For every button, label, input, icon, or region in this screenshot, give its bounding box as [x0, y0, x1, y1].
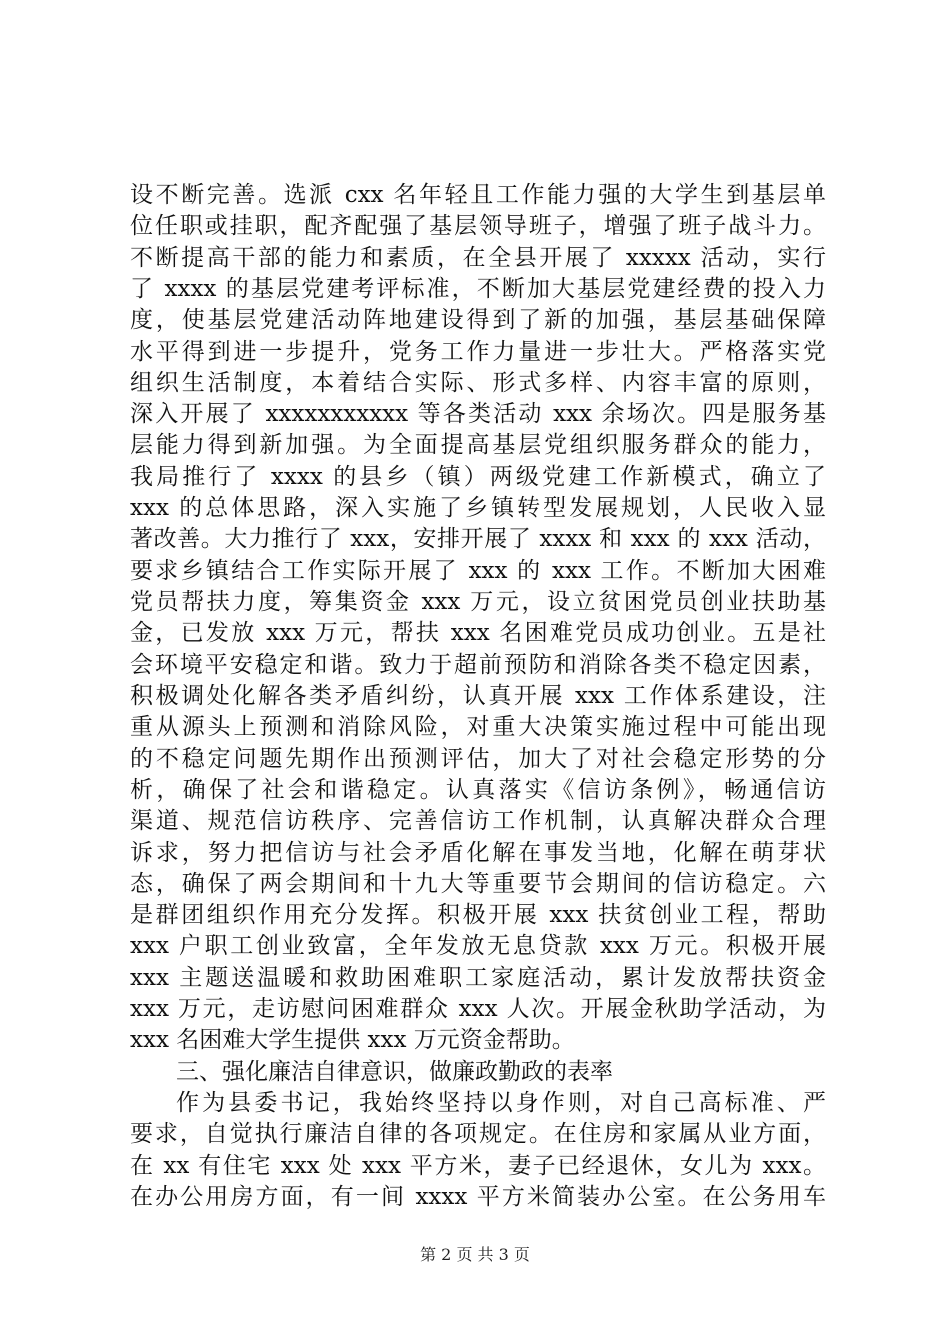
text-line: 不断提高干部的能力和素质，在全县开展了 xxxxx 活动，实行: [130, 245, 826, 271]
text-line: 的不稳定问题先期作出预测评估，加大了对社会稳定形势的分: [130, 746, 826, 772]
text-line: xxx 主题送温暖和救助困难职工家庭活动，累计发放帮扶资金: [130, 965, 826, 991]
text-line: 会环境平安稳定和谐。致力于超前预防和消除各类不稳定因素，: [130, 652, 826, 678]
text-line: 是群团组织作用充分发挥。积极开展 xxx 扶贫创业工程，帮助: [130, 902, 826, 928]
text-line: 渠道、规范信访秩序、完善信访工作机制，认真解决群众合理: [130, 808, 826, 834]
text-line: 金，已发放 xxx 万元，帮扶 xxx 名困难党员成功创业。五是社: [130, 620, 826, 646]
text-line: xxx 万元，走访慰问困难群众 xxx 人次。开展金秋助学活动，为: [130, 996, 826, 1022]
text-line: 作为县委书记，我始终坚持以身作则，对自己高标准、严: [176, 1090, 826, 1116]
text-line: 层能力得到新加强。为全面提高基层党组织服务群众的能力，: [130, 432, 826, 458]
text-line: 在办公用房方面，有一间 xxxx 平方米简装办公室。在公务用车: [130, 1184, 826, 1210]
text-line: 要求乡镇结合工作实际开展了 xxx 的 xxx 工作。不断加大困难: [130, 558, 826, 584]
text-line: 析，确保了社会和谐稳定。认真落实《信访条例》，畅通信访: [130, 777, 826, 803]
text-line: xxx 名困难大学生提供 xxx 万元资金帮助。: [130, 1027, 575, 1053]
text-line: 组织生活制度，本着结合实际、形式多样、内容丰富的原则，: [130, 370, 826, 396]
text-line: 著改善。大力推行了 xxx，安排开展了 xxxx 和 xxx 的 xxx 活动，: [130, 526, 826, 552]
text-line: xxx 的总体思路，深入实施了乡镇转型发展规划，人民收入显: [130, 495, 826, 521]
text-line: 积极调处化解各类矛盾纠纷，认真开展 xxx 工作体系建设，注: [130, 683, 826, 709]
text-line: 诉求，努力把信访与社会矛盾化解在事发当地，化解在萌芽状: [130, 840, 826, 866]
text-line: 度，使基层党建活动阵地建设得到了新的加强，基层基础保障: [130, 307, 826, 333]
text-line: 水平得到进一步提升，党务工作力量进一步壮大。严格落实党: [130, 339, 826, 365]
text-line: 深入开展了 xxxxxxxxxxx 等各类活动 xxx 余场次。四是服务基: [130, 401, 826, 427]
text-line: 了 xxxx 的基层党建考评标准，不断加大基层党建经费的投入力: [130, 276, 826, 302]
text-line: 党员帮扶力度，筹集资金 xxx 万元，设立贫困党员创业扶助基: [130, 589, 826, 615]
text-line: 要求，自觉执行廉洁自律的各项规定。在住房和家属从业方面，: [130, 1121, 826, 1147]
page-number: 第 2 页 共 3 页: [420, 1245, 530, 1264]
text-line: 位任职或挂职，配齐配强了基层领导班子，增强了班子战斗力。: [130, 213, 826, 239]
text-line: xxx 户职工创业致富，全年发放无息贷款 xxx 万元。积极开展: [130, 933, 826, 959]
text-line: 态，确保了两会期间和十九大等重要节会期间的信访稳定。六: [130, 871, 826, 897]
section-heading: 三、强化廉洁自律意识，做廉政勤政的表率: [176, 1059, 613, 1085]
text-line: 设不断完善。选派 cxx 名年轻且工作能力强的大学生到基层单: [130, 182, 826, 208]
text-line: 在 xx 有住宅 xxx 处 xxx 平方米，妻子已经退休，女儿为 xxx。: [130, 1153, 826, 1179]
text-line: 我局推行了 xxxx 的县乡（镇）两级党建工作新模式，确立了: [130, 464, 826, 490]
text-line: 重从源头上预测和消除风险，对重大决策实施过程中可能出现: [130, 714, 826, 740]
